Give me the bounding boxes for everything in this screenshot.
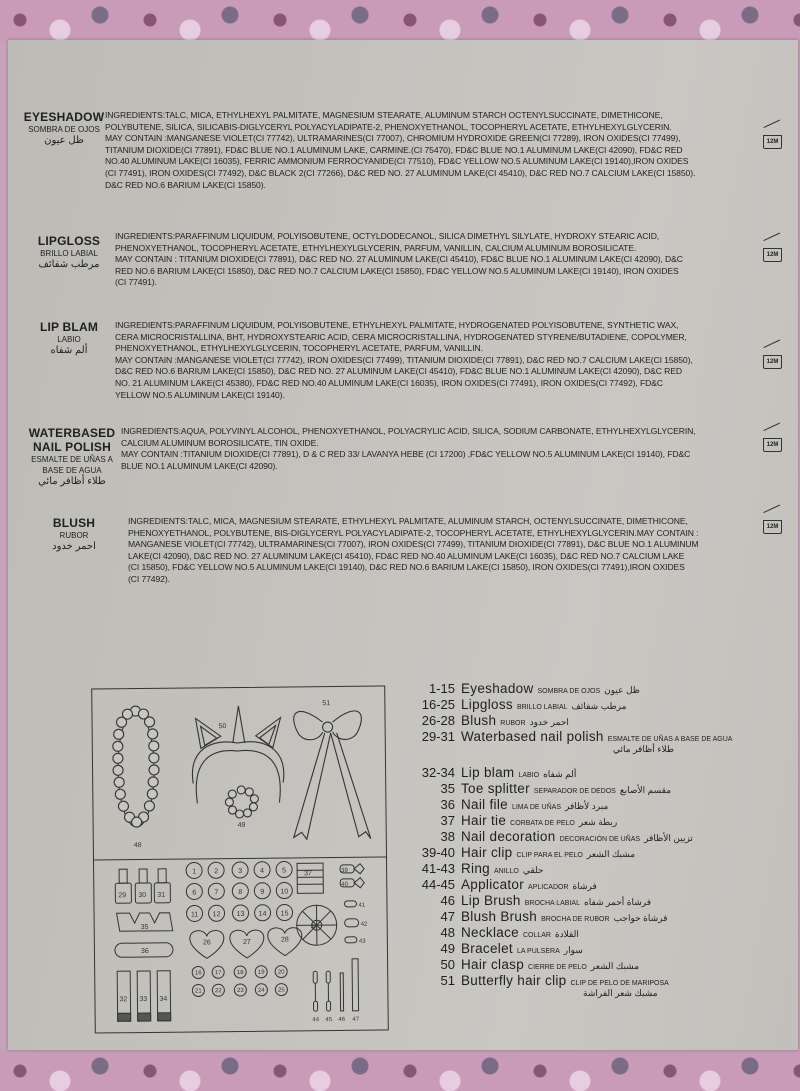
legend-item: 32-34 Lip blam LABIO ألم شفاه bbox=[421, 765, 577, 780]
svg-text:4: 4 bbox=[260, 867, 265, 875]
svg-text:1: 1 bbox=[192, 868, 197, 876]
svg-text:19: 19 bbox=[257, 969, 265, 976]
pao-12m-icon bbox=[762, 238, 782, 262]
pao-label: 12M bbox=[763, 355, 782, 369]
product-name: EYESHADOW bbox=[23, 110, 105, 124]
svg-text:49: 49 bbox=[237, 821, 246, 830]
legend-item: 35 Toe splitter SEPARADOR DE DEDOS مقسم الأصابع bbox=[440, 781, 672, 796]
svg-text:2: 2 bbox=[214, 868, 219, 876]
legend-item: 39-40 Hair clip CLIP PARA EL PELO مشبك الشعر bbox=[421, 845, 636, 860]
svg-text:34: 34 bbox=[159, 995, 168, 1003]
svg-text:6: 6 bbox=[192, 889, 197, 897]
ingredients-line: (CI 77491). bbox=[115, 277, 157, 288]
svg-text:42: 42 bbox=[360, 921, 368, 928]
svg-text:37: 37 bbox=[304, 870, 312, 878]
svg-text:35: 35 bbox=[140, 923, 149, 932]
applicator-brush-icons bbox=[313, 959, 359, 1011]
bracelet-icon bbox=[225, 786, 258, 818]
product-name-es: RUBOR bbox=[59, 531, 89, 540]
svg-text:8: 8 bbox=[238, 888, 243, 897]
legend-item: 48 Necklace COLLAR القلادة bbox=[440, 925, 579, 940]
legend-item: 46 Lip Brush BROCHA LABIAL فرشاة أحمر شفاه bbox=[440, 893, 652, 908]
pao-12m-icon bbox=[762, 428, 782, 452]
legend-item: 29-31 Waterbased nail polish ESMALTE DE UÑAS A BASE DE AGUA طلاء أظافر مائي bbox=[421, 729, 733, 754]
ingredients-line: LAKE(CI 42090), D&C RED NO. 27 ALUMINUM LAKE(CI 45410), FD&C RED NO.40 ALUMINUM LAKE(CI 16035), D&C RED NO.7 CALCIUM LAKE bbox=[128, 550, 685, 561]
ingredients-line: INGREDIENTS:AQUA, POLYVINYL ALCOHOL, PHENOXYETHANOL, POLYACRYLIC ACID, SILICA, SODIUM CARBONATE, ETHYLHEXYLGLYCERIN, bbox=[121, 426, 696, 436]
ingredients-line: PHENOXYETHANOL, POLYBUTENE, BIS-DIGLYCERYL POLYACYLADIPATE-2, TOCOPHERYL ACETATE, ETHYLHEXYLGLYCERIN.MAY CONTAIN : bbox=[128, 527, 699, 538]
svg-text:5: 5 bbox=[282, 867, 287, 875]
product-name-ar: ظل عيون bbox=[44, 135, 84, 146]
ingredients-line: INGREDIENTS:TALC, MICA, MAGNESIUM STEARATE, ETHYLHEXYL PALMITATE, ALUMINUM STARCH, OCTENYLSUCCINATE, DIMETHICONE, bbox=[128, 516, 688, 526]
product-label bbox=[13, 234, 125, 271]
ingredients-line: POLYBUTENE, SILICA, SILICABIS-DIGLYCERYL POLYACYLADIPATE-2, PHENOXYETHANOL, TOCOPHERYL ACETATE, ETHYLHEXYLGLYCERIN. bbox=[105, 121, 672, 132]
svg-text:9: 9 bbox=[260, 888, 265, 896]
ingredients-text bbox=[115, 231, 683, 289]
ingredients-line: CERA MICROCRISTALLINA, BHT, HYDROXYSTEARIC ACID, CERA MICROCRISTALLINA, HYDROGENATED STYRENE/BUTADIENE, COPOLYMER, bbox=[115, 331, 687, 342]
pao-12m-icon bbox=[762, 125, 782, 149]
legend-item: 38 Nail decoration DECORACIÓN DE UÑAS تزيين الأظافر bbox=[440, 829, 693, 844]
ingredients-line: (CI 15850), FD&C YELLOW NO.5 ALUMINUM LAKE(CI 19140), D&C RED NO.6 BARIUM LAKE(CI 15850), IRON OXIDES(CI 77491),IRON OXIDES bbox=[128, 562, 685, 573]
svg-text:43: 43 bbox=[358, 938, 366, 945]
svg-text:47: 47 bbox=[352, 1016, 360, 1023]
ingredients-line: TITANIUM DIOXIDE(CI 77891), FD&C BLUE NO.1 ALUMINUM LAKE, CARMINE.(CI 75470), FD&C BLUE NO.1 ALUMINUM LAKE(CI 42090), FD&C RED bbox=[105, 144, 683, 155]
necklace-icon bbox=[112, 706, 159, 827]
svg-text:40: 40 bbox=[341, 881, 348, 888]
ingredients-line: RED NO.6 BARIUM LAKE(CI 15850), D&C RED NO.7 CALCIUM LAKE(CI 15850), FD&C YELLOW NO.5 ALUMINUM LAKE(CI 19140), IRON OXIDES bbox=[115, 265, 679, 276]
ingredients-text bbox=[105, 110, 695, 191]
svg-text:17: 17 bbox=[214, 970, 222, 977]
svg-text:11: 11 bbox=[190, 911, 199, 919]
svg-text:50: 50 bbox=[218, 723, 227, 731]
product-name: BLUSH bbox=[52, 516, 96, 530]
pao-12m-icon bbox=[762, 345, 782, 369]
ingredients-line: MANGANESE VIOLET(CI 77742), ULTRAMARINES(CI 77007), IRON OXIDES(CI 77499), TITANIUM DIOXIDE(CI 77891), D&C BLUE NO.1 ALUMINUM bbox=[128, 539, 699, 550]
svg-text:22: 22 bbox=[215, 988, 222, 995]
product-name-ar: ألم شفاه bbox=[50, 345, 88, 356]
svg-text:23: 23 bbox=[237, 987, 244, 995]
legend-item: 50 Hair clasp CIERRE DE PELO مشبك الشعر bbox=[440, 957, 640, 972]
ingredients-line: MAY CONTAIN :MANGANESE VIOLET(CI 77742), IRON OXIDES(CI 77499), TITANIUM DIOXIDE(CI 77891), D&C RED NO.7 CALCIUM LAKE(CI 15850), bbox=[115, 354, 693, 365]
svg-text:44: 44 bbox=[312, 1017, 320, 1024]
svg-text:30: 30 bbox=[138, 891, 147, 900]
svg-text:32: 32 bbox=[119, 996, 128, 1004]
svg-text:10: 10 bbox=[280, 888, 289, 896]
svg-text:28: 28 bbox=[280, 936, 289, 944]
svg-text:21: 21 bbox=[195, 988, 202, 995]
product-name-line2: NAIL POLISH bbox=[33, 440, 111, 454]
product-name-es: SOMBRA DE OJOS bbox=[28, 125, 100, 134]
pao-label: 12M bbox=[763, 520, 782, 534]
kit-contents-diagram bbox=[91, 685, 389, 1033]
product-name-es: LABIO bbox=[57, 335, 81, 344]
svg-text:14: 14 bbox=[258, 910, 267, 918]
svg-text:29: 29 bbox=[118, 892, 127, 900]
hair-tie-icon bbox=[297, 863, 323, 893]
ingredients-line: NO.40 ALUMINUM LAKE(CI 16035), FERRIC AMMONIUM FERROCYANIDE(CI 77510), FD&C YELLOW NO.5 ALUMINUM LAKE(CI 19140),IRON OXIDES bbox=[105, 156, 689, 167]
legend-item: 1-15 Eyeshadow SOMBRA DE OJOS ظل عيون bbox=[428, 681, 640, 696]
product-name-es: BRILLO LABIAL bbox=[40, 249, 98, 258]
svg-text:7: 7 bbox=[214, 889, 219, 897]
product-label bbox=[18, 516, 130, 553]
svg-text:33: 33 bbox=[139, 995, 148, 1004]
product-name-ar: مرطب شفائف bbox=[38, 259, 100, 270]
ingredients-line: CALCIUM ALUMINUM BOROSILICATE, TIN OXIDE. bbox=[121, 437, 319, 448]
legend-item: 16-25 Lipgloss BRILLO LABIAL مرطب شفائف bbox=[421, 697, 627, 712]
svg-text:27: 27 bbox=[242, 938, 251, 946]
svg-text:13: 13 bbox=[236, 910, 245, 919]
ingredients-line: PHENOXYETHANOL, ETHYLHEXYLGLYCERIN, TOCOPHERYL ACETATE, PARFUM, VANILLIN. bbox=[115, 343, 483, 354]
svg-text:46: 46 bbox=[338, 1016, 346, 1023]
legend-item: 49 Bracelet LA PULSERA سوار bbox=[440, 941, 583, 956]
svg-text:25: 25 bbox=[277, 987, 285, 994]
background-pattern-bottom bbox=[0, 1051, 800, 1091]
product-name: LIPGLOSS bbox=[37, 234, 101, 248]
ring-icons bbox=[344, 901, 358, 943]
product-name: LIP BLAM bbox=[39, 320, 99, 334]
product-label bbox=[13, 320, 125, 357]
ingredients-line: MAY CONTAIN : TITANIUM DIOXIDE(CI 77891), D&C RED NO. 27 ALUMINUM LAKE(CI 45410), FD&C BLUE NO.1 ALUMINUM LAKE(CI 42090), D&C bbox=[115, 254, 683, 265]
ingredients-line: YELLOW NO.5 ALUMINUM LAKE(CI 19140). bbox=[115, 389, 285, 400]
product-name-ar: احمر خدود bbox=[52, 541, 96, 552]
ingredients-line: INGREDIENTS:PARAFFINUM LIQUIDUM, POLYISOBUTENE, ETHYLHEXYL PALMITATE, HYDROGENATED POLYISOBUTENE, SYNTHETIC WAX, bbox=[115, 320, 679, 330]
svg-text:38: 38 bbox=[310, 924, 318, 931]
svg-text:51: 51 bbox=[322, 700, 331, 708]
svg-text:48: 48 bbox=[133, 842, 142, 850]
ingredients-line: MAY CONTAIN :TITANIUM DIOXIDE(CI 77891), D & C RED 33/ LAVANYA HEBE (CI 17200) ,FD&C YELLOW NO.5 ALUMINUM LAKE(CI 19140), FD&C bbox=[121, 449, 691, 460]
legend-item: 44-45 Applicator APLICADOR فرشاة bbox=[421, 877, 597, 892]
pao-label: 12M bbox=[763, 248, 782, 262]
ingredients-line: D&C RED NO.6 BARIUM LAKE(CI 15850), D&C RED NO. 27 ALUMINUM LAKE(CI 45410), FD&C BLUE NO.1 ALUMINUM LAKE(CI 42090), D&C RED bbox=[115, 366, 682, 377]
legend-item: 41-43 Ring ANILLO حلقي bbox=[421, 861, 544, 876]
ingredients-sheet bbox=[8, 40, 798, 1050]
pao-label: 12M bbox=[763, 135, 782, 149]
product-name: WATERBASED bbox=[28, 426, 116, 440]
pao-label: 12M bbox=[763, 438, 782, 452]
svg-text:41: 41 bbox=[358, 902, 366, 909]
kit-tray-illustration bbox=[94, 858, 388, 1031]
legend-item: 26-28 Blush RUBOR احمر خدود bbox=[421, 713, 569, 728]
ingredients-line: (CI 77492). bbox=[128, 573, 170, 584]
svg-text:24: 24 bbox=[258, 987, 265, 994]
svg-text:20: 20 bbox=[277, 969, 285, 976]
ingredients-text bbox=[115, 320, 693, 401]
product-name-es-line2: BASE DE AGUA bbox=[42, 466, 102, 475]
butterfly-bow-icon bbox=[292, 711, 370, 840]
svg-text:36: 36 bbox=[140, 947, 149, 956]
background-pattern-top bbox=[0, 0, 800, 42]
svg-text:12: 12 bbox=[212, 911, 221, 919]
svg-text:39: 39 bbox=[341, 867, 348, 874]
svg-text:15: 15 bbox=[280, 910, 289, 918]
svg-text:18: 18 bbox=[236, 969, 244, 977]
svg-text:3: 3 bbox=[238, 867, 243, 876]
ingredients-text bbox=[128, 516, 699, 586]
ingredients-text bbox=[121, 426, 696, 472]
svg-text:16: 16 bbox=[194, 970, 202, 977]
product-name-es: ESMALTE DE UÑAS A bbox=[31, 455, 113, 464]
ingredients-line: BLUE NO.1 ALUMINUM LAKE(CI 42090). bbox=[121, 460, 278, 471]
ingredients-line: D&C RED NO.6 BARIUM LAKE(CI 15850). bbox=[105, 179, 266, 190]
product-label bbox=[13, 426, 131, 488]
legend-item: 36 Nail file LIMA DE UÑAS مبرد لأظافر bbox=[440, 797, 609, 812]
product-label bbox=[8, 110, 120, 147]
ingredients-line: NO. 21 ALUMINUM LAKE(CI 45380), FD&C RED NO.40 ALUMINUM LAKE(CI 16035), IRON OXIDES(CI 77491), IRON OXIDES(CI 77492), FD&C bbox=[115, 377, 663, 388]
legend-item: 51 Butterfly hair clip CLIP DE PELO DE MARIPOSA مشبك شعر الفراشة bbox=[440, 973, 669, 998]
legend-item: 47 Blush Brush BROCHA DE RUBOR فرشاة حواجب bbox=[440, 909, 668, 924]
product-name-ar: طلاء أظافر مائي bbox=[38, 476, 106, 487]
pao-12m-icon bbox=[762, 510, 782, 534]
legend-item: 37 Hair tie CORBATA DE PELO ربطة شعر bbox=[440, 813, 618, 828]
ingredients-line: INGREDIENTS:PARAFFINUM LIQUIDUM, POLYISOBUTENE, OCTYLDODECANOL, SILICA DIMETHYL SILYLATE, HYDROXY STEARIC ACID, bbox=[115, 231, 660, 241]
svg-text:45: 45 bbox=[325, 1017, 333, 1024]
ingredients-line: PHENOXYETHANOL, TOCOPHERYL ACETATE, ETHYLHEXYLGLYCERIN, PARFUM, VANILLIN, CALCIUM ALUMINUM BOROSILICATE. bbox=[115, 242, 637, 253]
ingredients-line: (CI 77491), IRON OXIDES(CI 77492), D&C BLACK 2(CI 77266), D&C RED NO. 27 ALUMINUM LAKE(CI 45410), D&C RED NO.7 CALCIUM LAKE(CI 15850). bbox=[105, 167, 696, 178]
svg-text:31: 31 bbox=[157, 891, 166, 899]
ingredients-line: INGREDIENTS:TALC, MICA, ETHYLHEXYL PALMITATE, MAGNESIUM STEARATE, ALUMINUM STARCH OCTENYLSUCCINATE, DIMETHICONE, bbox=[105, 110, 663, 120]
ingredients-line: MAY CONTAIN :MANGANESE VIOLET(CI 77742), ULTRAMARINES(CI 77007), CHROMIUM HYDROXIDE GREEN(CI 77289), IRON OXIDES(CI 77499), bbox=[105, 133, 681, 144]
svg-text:26: 26 bbox=[202, 939, 211, 947]
